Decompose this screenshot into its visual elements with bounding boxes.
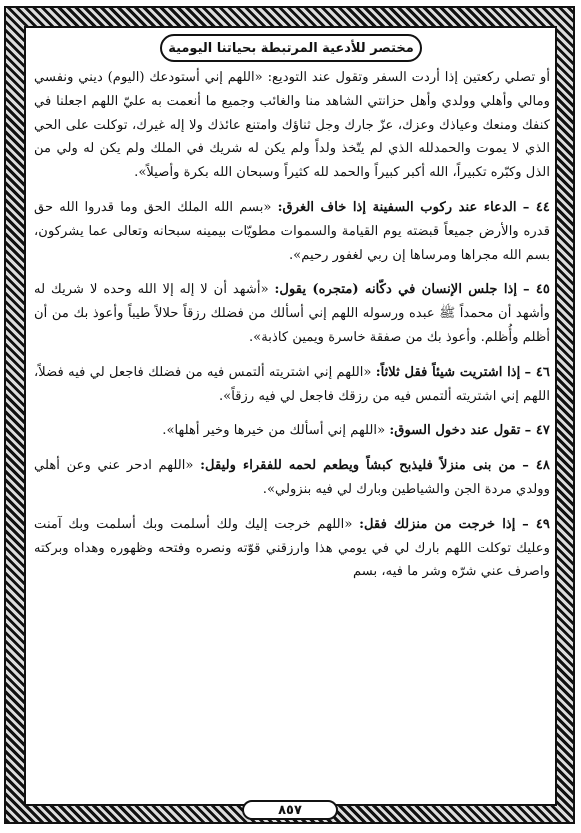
paragraph-heading: تقول عند دخول السوق: xyxy=(389,423,521,439)
paragraph-text: «اللهم ادحر عني وعن أهلي وولدي مردة الجن والشياطين وبارك لي فيه بنزولي». xyxy=(34,458,550,497)
paragraph-49 xyxy=(34,513,550,584)
paragraph-48 xyxy=(34,454,550,502)
paragraph-46 xyxy=(34,361,550,409)
paragraph-number: ٤٦ – xyxy=(524,364,550,380)
paragraph-47 xyxy=(34,419,550,443)
header-cartouche xyxy=(160,34,422,62)
paragraph-text: «بسم الله الملك الحق وما قدروا الله حق قدره والأرض جميعاً قبضته يوم القيامة والسموات مطويّات بيمينه سبحانه وتعالى عما يشركون، بسم الله مجراها ومرساها إن ربي لغفور رحيم». xyxy=(34,199,550,263)
paragraph-text: «اللهم إني أسألك من خيرها وخير أهلها». xyxy=(162,423,386,439)
paragraph-45 xyxy=(34,278,550,349)
paragraph-number: ٤٨ – xyxy=(522,458,551,474)
paragraph-text: «اللهم إني اشتريته ألتمس فيه من فضلك فاجعل لي فيه فضلاً، اللهم إني اشتريته ألتمس فيه من رزقك فاجعل لي فيه رزقاً». xyxy=(34,364,550,404)
paragraph-heading: إذا خرجت من منزلك فقل: xyxy=(359,516,516,532)
paragraph-number: ٤٤ – xyxy=(522,199,550,215)
paragraph-heading: إذا جلس الإنسان في دكّانه (متجره) يقول: xyxy=(274,282,518,298)
paragraph-number: ٤٩ – xyxy=(522,516,550,532)
page-header-title: مختصر للأدعية المرتبطة بحياتنا اليومية xyxy=(168,40,414,56)
paragraph-heading: من بنى منزلاً فليذبح كبشاً ويطعم لحمه للفقراء وليقل: xyxy=(200,458,516,474)
paragraph-text: «اللهم خرجت إليك ولك أسلمت وبك أسلمت وبك آمنت وعليك توكلت اللهم بارك لي في يومي هذا وارزقني قوّته ونصره وفتحه وظهوره وهداه وبركته واصرف عني شرّه وشر ما فيه، بسم xyxy=(34,516,550,580)
paragraph-text: «أشهد أن لا إله إلا الله وحده لا شريك له وأشهد أن محمداً ﷺ عبده ورسوله اللهم إني أسألك من فضلك رزقاً حلالاً طيباً وأعوذ بك من أن أظلم وأُظلم. وأعوذ بك من صفقة خاسرة ويمين كاذبة». xyxy=(34,282,550,345)
paragraph-number: ٤٧ – xyxy=(524,423,550,439)
paragraph-number: ٤٥ – xyxy=(522,282,550,298)
paragraph-heading: إذا اشتريت شيئاً فقل ثلاثاً: xyxy=(375,364,521,380)
paragraph-text: أو تصلي ركعتين إذا أردت السفر وتقول عند التوديع: «اللهم إني أستودعك (اليوم) ديني ونفسي ومالي وأهلي وولدي وأهل حزانتي الشاهد منا والغائب وجميع ما أنعمت به عليّ اللهم اجعلنا في كنفك ومنعك وعياذك وعزك، عزّ جارك وجل ثناؤك وامتنع عائذك ولا إله غيرك، توكلت على الحي الذي لا يموت والحمدلله الذي لم يتّخذ ولداً ولم يكن له شريك في الملك ولم يكن له ولي من الذل وكبّره تكبيراً، الله أكبر كبيراً والحمد لله كثيراً وسبحان الله بكرة وأصيلاً». xyxy=(34,70,550,181)
text-body xyxy=(34,66,550,584)
page-number: ٨٥٧ xyxy=(278,802,302,818)
paragraph-travel-farewell xyxy=(34,66,550,185)
paragraph-heading: الدعاء عند ركوب السفينة إذا خاف الغرق: xyxy=(277,199,517,215)
page-number-cartouche xyxy=(242,800,338,820)
paragraph-44 xyxy=(34,196,550,267)
